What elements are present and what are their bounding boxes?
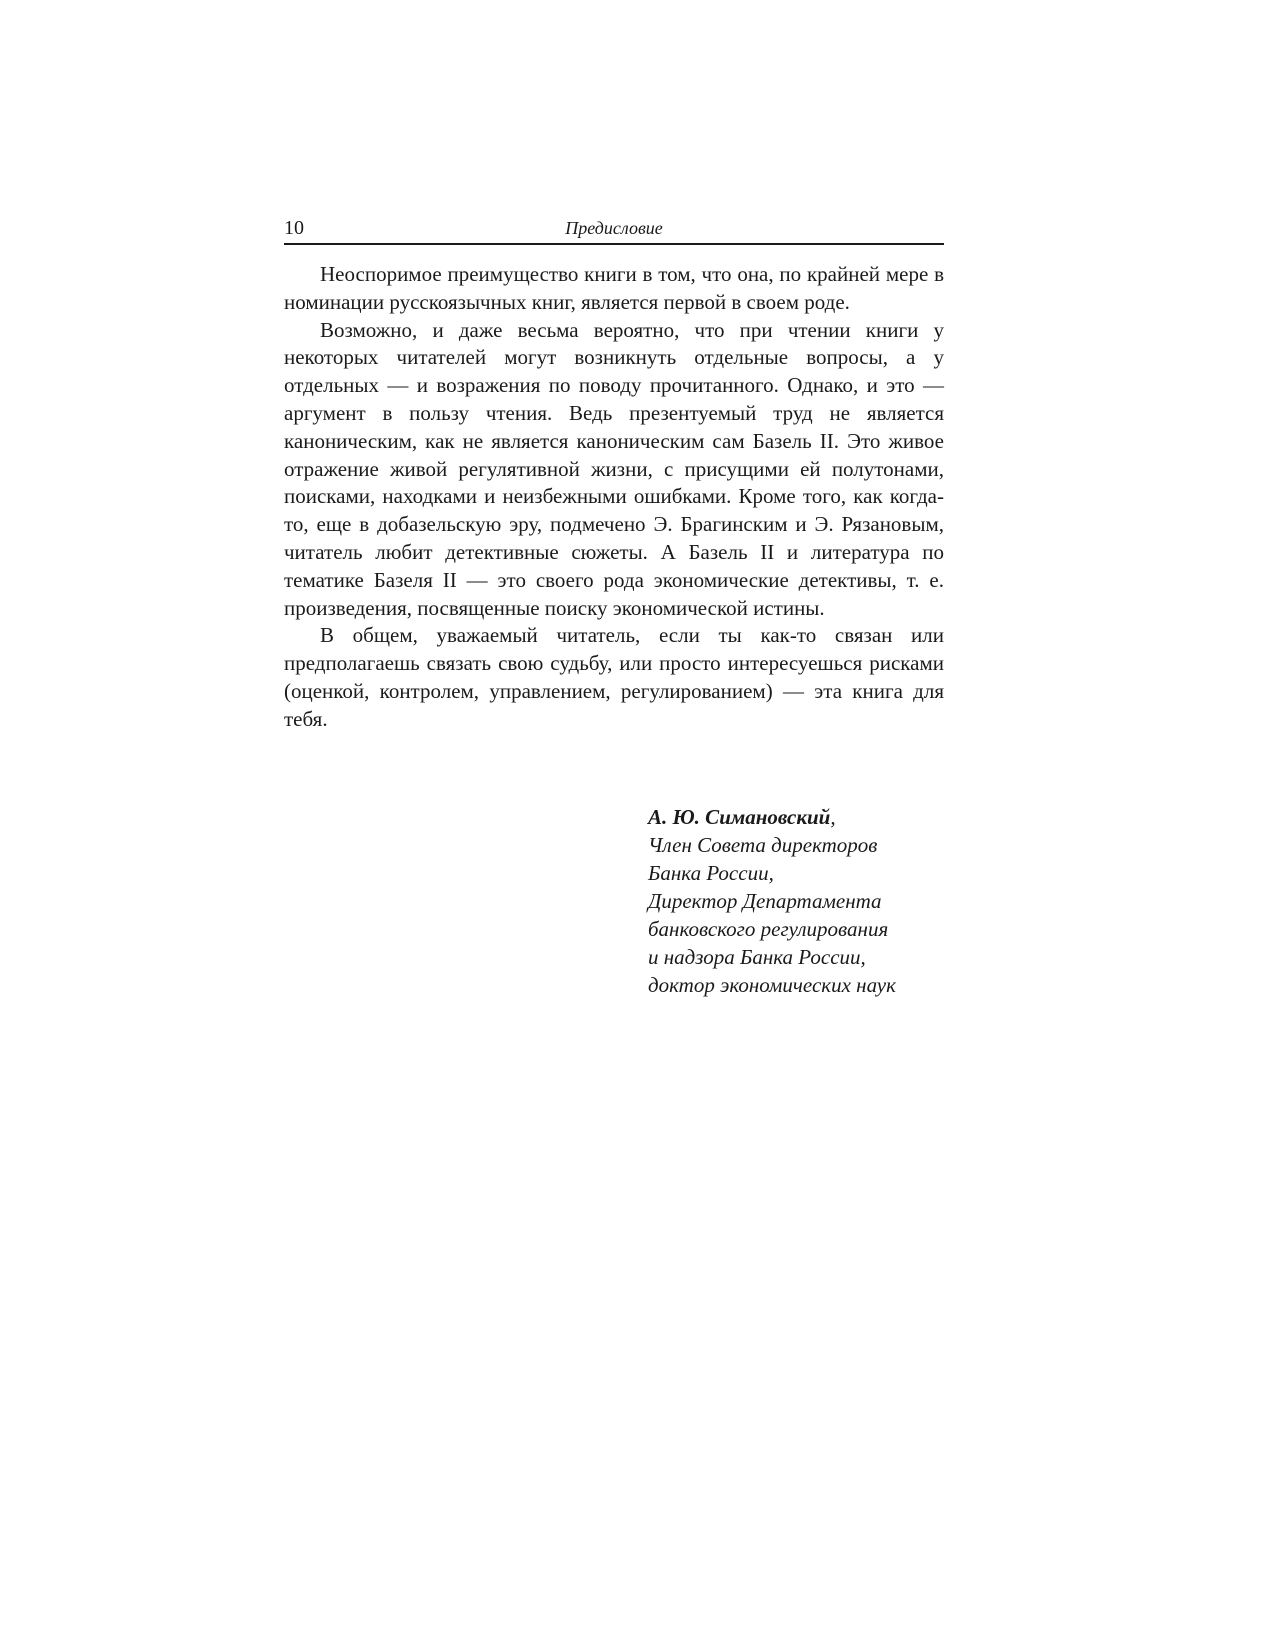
body-text (284, 261, 944, 734)
author-name-comma: , (830, 805, 836, 829)
author-title-line: доктор экономических наук (648, 973, 896, 997)
signature-block (648, 803, 948, 999)
author-title-line: банковского регулирования (648, 917, 889, 941)
author-title-line: Банка России, (648, 861, 774, 885)
author-name: А. Ю. Симановский (648, 805, 831, 829)
author-title-line: и надзора Банка России, (648, 945, 866, 969)
paragraph: Возможно, и даже весьма вероятно, что при чтении книги у некоторых читателей могут возникнуть отдельные вопросы, а у отдельных — и возражения по поводу прочитанного. Однако, и это — аргумент в пользу чтения. Ведь презентуемый труд не является каноническим, как не является каноническим сам Базель II. Это живое отражение живой регулятивной жизни, с присущими ей полутонами, поисками, находками и неизбежными ошибками. Кроме того, как когда-то, еще в добазельскую эру, подмечено Э. Брагинским и Э. Рязановым, читатель любит детективные сюжеты. А Базель II и литература по тематике Базеля II — это своего рода экономические детективы, т. е. произведения, посвященные поиску экономической истины. (284, 317, 944, 620)
running-title: Предисловие (565, 218, 663, 238)
paragraph: В общем, уважаемый читатель, если ты как-то связан или предполагаешь связать свою судьбу, или просто интересуешься рисками (оценкой, контролем, управлением, регулированием) — эта книга для тебя. (284, 623, 944, 731)
page-number: 10 (284, 217, 304, 239)
page-header (284, 213, 944, 245)
author-line (648, 803, 948, 831)
paragraph: Неоспоримое преимущество книги в том, что она, по крайней мере в номинации русскоязычных книг, является первой в своем роде. (284, 262, 944, 314)
author-title-line: Член Совета директоров (648, 833, 878, 857)
author-title-line: Директор Департамента (648, 889, 882, 913)
